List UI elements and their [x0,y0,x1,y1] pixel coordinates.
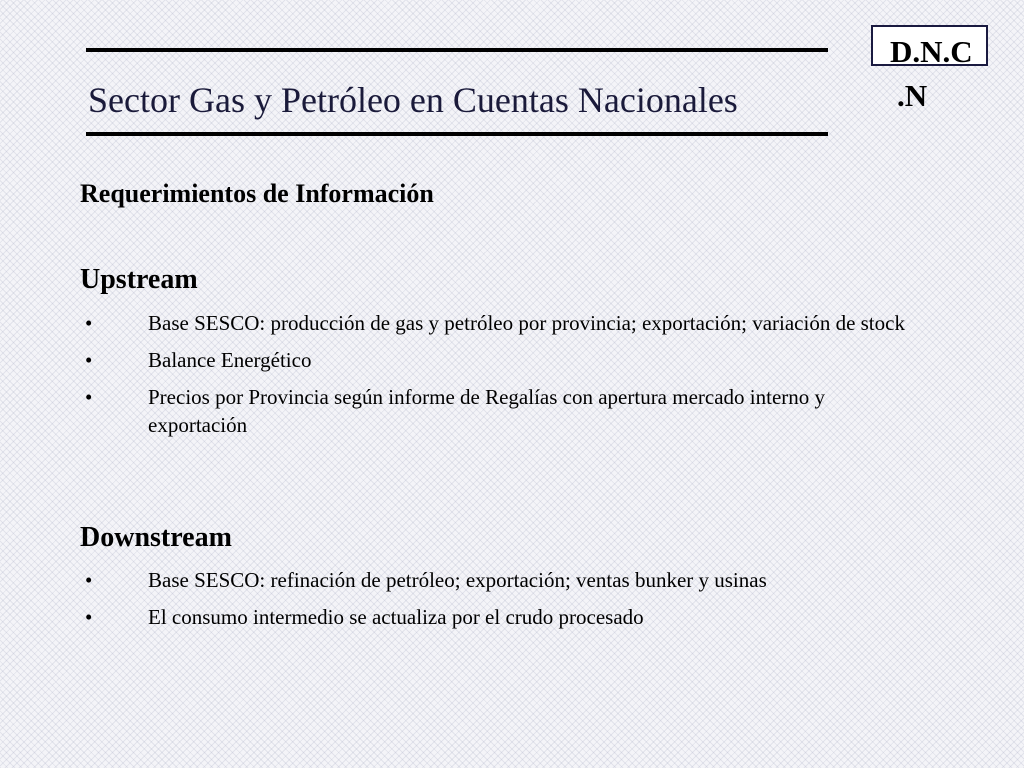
list-item-text: Precios por Provincia según informe de Regalías con apertura mercado interno y exportación [148,385,826,437]
list-item [80,309,920,337]
downstream-list [80,566,920,640]
bullet-icon: • [85,348,93,372]
list-item-text: Base SESCO: refinación de petróleo; exportación; ventas bunker y usinas [148,568,767,592]
bullet-icon: • [85,568,93,592]
list-item [80,566,920,594]
downstream-heading: Downstream [80,522,232,553]
logo-text-line2: .N [897,78,928,113]
list-item [80,346,920,374]
upstream-list [80,309,920,448]
list-item-text: El consumo intermedio se actualiza por el crudo procesado [148,605,644,629]
title-rule-top [86,48,828,52]
list-item-text: Base SESCO: producción de gas y petróleo por provincia; exportación; variación de stock [148,311,905,335]
title-rule-bottom [86,132,828,136]
bullet-icon: • [85,311,93,335]
slide-title: Sector Gas y Petróleo en Cuentas Nacionales [88,80,738,120]
bullet-icon: • [85,385,93,409]
section-subtitle: Requerimientos de Información [80,179,434,208]
bullet-icon: • [85,605,93,629]
list-item [80,383,920,439]
list-item-text: Balance Energético [148,348,312,372]
logo-text-line1: D.N.C [890,34,973,69]
upstream-heading: Upstream [80,264,198,295]
list-item [80,603,920,631]
